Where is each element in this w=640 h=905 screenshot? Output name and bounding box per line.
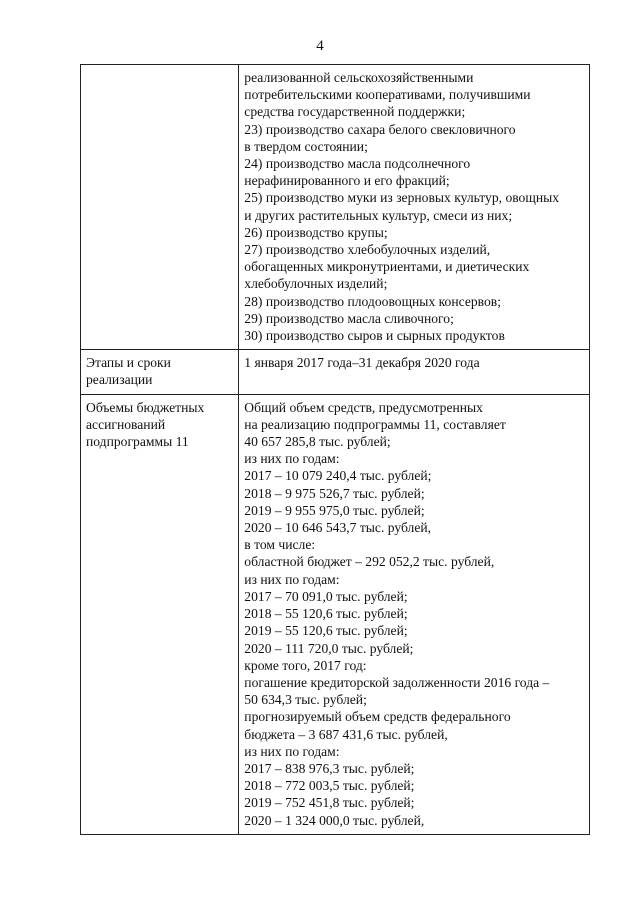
label-line: ассигнований: [86, 416, 166, 432]
text-line: 1 января 2017 года–31 декабря 2020 года: [244, 355, 480, 371]
text-line: из них по годам:: [244, 571, 340, 587]
row-label-cell: [81, 65, 239, 350]
text-line: из них по годам:: [244, 743, 340, 759]
text-line: 40 657 285,8 тыс. рублей;: [244, 434, 391, 450]
text-line: 2020 – 1 324 000,0 тыс. рублей,: [244, 812, 425, 828]
text-line: и других растительных культур, смеси из них;: [244, 207, 513, 223]
text-line: кроме того, 2017 год:: [244, 657, 367, 673]
row-content-cell: [239, 394, 590, 834]
table-row: [81, 394, 590, 834]
text-line: 2018 – 772 003,5 тыс. рублей;: [244, 778, 415, 794]
text-line: 26) производство крупы;: [244, 224, 388, 240]
text-line: 2019 – 9 955 975,0 тыс. рублей;: [244, 502, 425, 518]
text-line: 2017 – 10 079 240,4 тыс. рублей;: [244, 468, 432, 484]
text-line: 28) производство плодоовощных консервов;: [244, 293, 501, 309]
text-line: 27) производство хлебобулочных изделий,: [244, 242, 491, 258]
passport-table: [80, 64, 590, 835]
text-line: из них по годам:: [244, 451, 340, 467]
text-line: в том числе:: [244, 537, 316, 553]
text-line: 30) производство сыров и сырных продуктов: [244, 328, 505, 344]
text-line: 2017 – 70 091,0 тыс. рублей;: [244, 588, 408, 604]
text-line: средства государственной поддержки;: [244, 104, 466, 120]
label-line: подпрограммы 11: [86, 434, 189, 450]
text-line: 24) производство масла подсолнечного: [244, 156, 471, 172]
text-line: Общий объем средств, предусмотренных: [244, 399, 483, 415]
table-row: [81, 350, 590, 394]
text-line: 25) производство муки из зерновых культур, овощных: [244, 190, 560, 206]
row-content-cell: [239, 65, 590, 350]
text-line: на реализацию подпрограммы 11, составляет: [244, 416, 506, 432]
text-line: 2020 – 10 646 543,7 тыс. рублей,: [244, 520, 432, 536]
text-line: 23) производство сахара белого свекловичного: [244, 121, 516, 137]
text-line: реализованной сельскохозяйственными: [244, 70, 474, 85]
text-line: в твердом состоянии;: [244, 138, 368, 154]
page-number: 4: [316, 38, 324, 54]
text-line: областной бюджет – 292 052,2 тыс. рублей,: [244, 554, 495, 570]
row-label-cell: [81, 394, 239, 834]
text-line: 50 634,3 тыс. рублей;: [244, 692, 367, 708]
label-line: реализации: [86, 372, 153, 388]
row-content-cell: [239, 350, 590, 394]
text-line: погашение кредиторской задолженности 2016 года –: [244, 674, 550, 690]
text-line: 2018 – 9 975 526,7 тыс. рублей;: [244, 485, 425, 501]
text-line: 2020 – 111 720,0 тыс. рублей;: [244, 640, 414, 656]
text-line: 2018 – 55 120,6 тыс. рублей;: [244, 606, 408, 622]
label-line: Объемы бюджетных: [86, 399, 205, 415]
text-line: нерафинированного и его фракций;: [244, 173, 450, 189]
text-line: потребительскими кооперативами, получившими: [244, 87, 531, 103]
text-line: 2019 – 55 120,6 тыс. рублей;: [244, 623, 408, 639]
text-line: 2019 – 752 451,8 тыс. рублей;: [244, 795, 415, 811]
text-line: прогнозируемый объем средств федерального: [244, 709, 511, 725]
label-line: Этапы и сроки: [86, 355, 171, 371]
table-row: [81, 65, 590, 350]
row-label-cell: [81, 350, 239, 394]
text-line: хлебобулочных изделий;: [244, 276, 388, 292]
text-line: 29) производство масла сливочного;: [244, 310, 454, 326]
text-line: 2017 – 838 976,3 тыс. рублей;: [244, 760, 415, 776]
text-line: обогащенных микронутриентами, и диетических: [244, 259, 530, 275]
text-line: бюджета – 3 687 431,6 тыс. рублей,: [244, 726, 448, 742]
